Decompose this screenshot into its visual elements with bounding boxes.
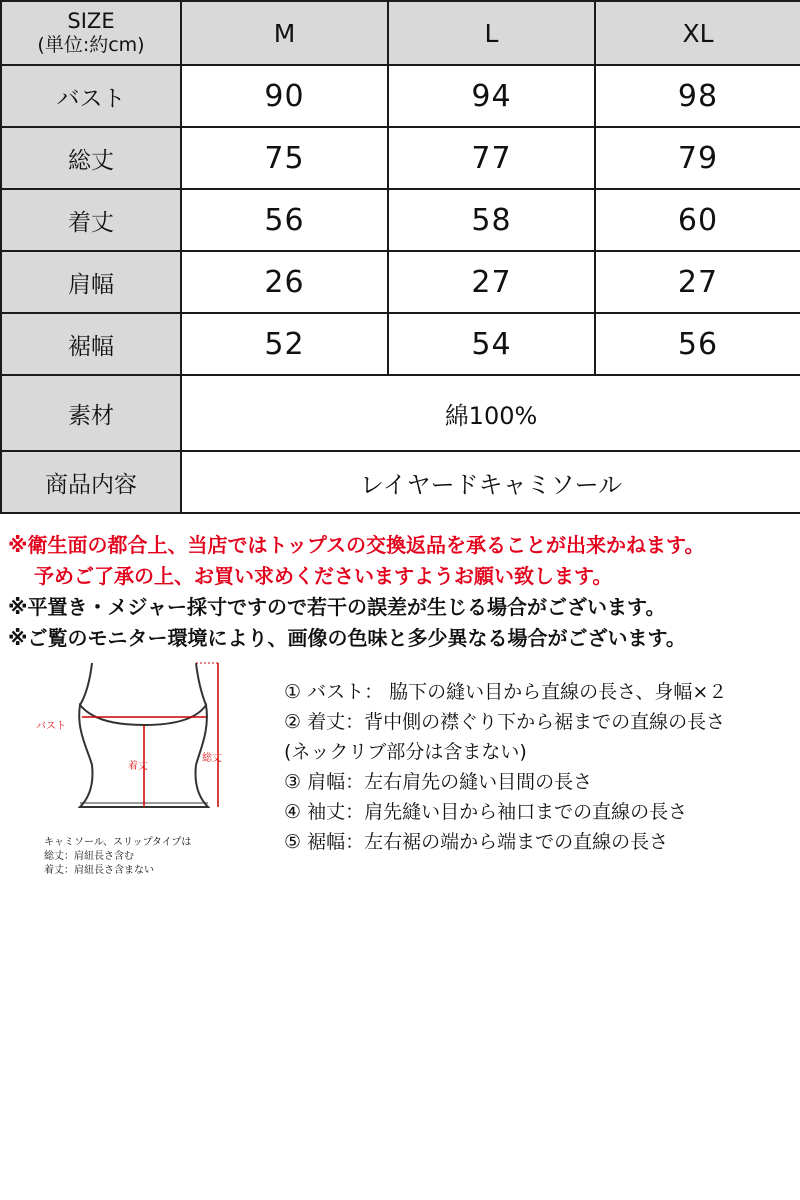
measure-sleeve: ④ 袖丈：肩先縫い目から袖口までの直線の長さ [284, 801, 688, 823]
column-header-l: L [388, 1, 595, 65]
total-length-label: 総丈 [202, 753, 222, 764]
content-value: レイヤードキャミソール [181, 451, 800, 513]
content-row [1, 451, 800, 513]
material-row [1, 375, 800, 451]
content-label: 商品内容 [1, 451, 181, 513]
value-cell: 90 [181, 65, 388, 127]
caption-line: キャミソール、スリップタイプは [44, 837, 192, 848]
value-cell: 58 [388, 189, 595, 251]
table-row [1, 65, 800, 127]
material-value: 綿100% [181, 375, 800, 451]
caption-line: 着丈：肩紐長さ含まない [44, 865, 154, 876]
size-unit-cell [1, 1, 181, 65]
camisole-illustration [20, 655, 280, 835]
value-cell: 56 [181, 189, 388, 251]
value-cell: 52 [181, 313, 388, 375]
row-label-hem-width: 裾幅 [1, 313, 181, 375]
table-row [1, 189, 800, 251]
row-label-shoulder: 肩幅 [1, 251, 181, 313]
value-cell: 60 [595, 189, 800, 251]
value-cell: 27 [388, 251, 595, 313]
diagram-caption [44, 836, 294, 878]
size-table [0, 0, 800, 514]
table-row [1, 251, 800, 313]
unit-label: (単位:約cm) [37, 34, 145, 56]
length-label: 着丈 [128, 761, 148, 772]
value-cell: 56 [595, 313, 800, 375]
table-header-row [1, 1, 800, 65]
notes [8, 530, 793, 654]
caption-line: 総丈：肩紐長さ含む [44, 851, 134, 862]
hygiene-note-continued: 予めご了承の上、お買い求めくださいますようお願い致します。 [34, 564, 613, 588]
row-label-length: 着丈 [1, 189, 181, 251]
value-cell: 79 [595, 127, 800, 189]
material-label: 素材 [1, 375, 181, 451]
size-label: SIZE [67, 9, 115, 33]
table-row [1, 313, 800, 375]
row-label-bust: バスト [1, 65, 181, 127]
monitor-note: ※ご覧のモニター環境により、画像の色味と多少異なる場合がございます。 [8, 626, 686, 650]
value-cell: 54 [388, 313, 595, 375]
measure-shoulder: ③ 肩幅：左右肩先の縫い目間の長さ [284, 771, 593, 793]
measure-length: ② 着丈：背中側の襟ぐり下から裾までの直線の長さ [284, 711, 726, 733]
measure-length-note: (ネックリブ部分は含まない) [284, 741, 527, 763]
value-cell: 26 [181, 251, 388, 313]
value-cell: 27 [595, 251, 800, 313]
value-cell: 94 [388, 65, 595, 127]
column-header-xl: XL [595, 1, 800, 65]
row-label-total-length: 総丈 [1, 127, 181, 189]
value-cell: 98 [595, 65, 800, 127]
value-cell: 75 [181, 127, 388, 189]
measure-hem: ⑤ 裾幅：左右裾の端から端までの直線の長さ [284, 831, 669, 853]
hygiene-note: ※衛生面の都合上、当店ではトップスの交換返品を承ることが出来かねます。 [8, 533, 705, 557]
measure-bust: ① バスト： 脇下の縫い目から直線の長さ、身幅×２ [284, 681, 728, 703]
bust-label: バスト [36, 721, 66, 732]
value-cell: 77 [388, 127, 595, 189]
table-row [1, 127, 800, 189]
measurement-guide [284, 677, 794, 857]
column-header-m: M [181, 1, 388, 65]
measurement-note: ※平置き・メジャー採寸ですので若干の誤差が生じる場合がございます。 [8, 595, 666, 619]
